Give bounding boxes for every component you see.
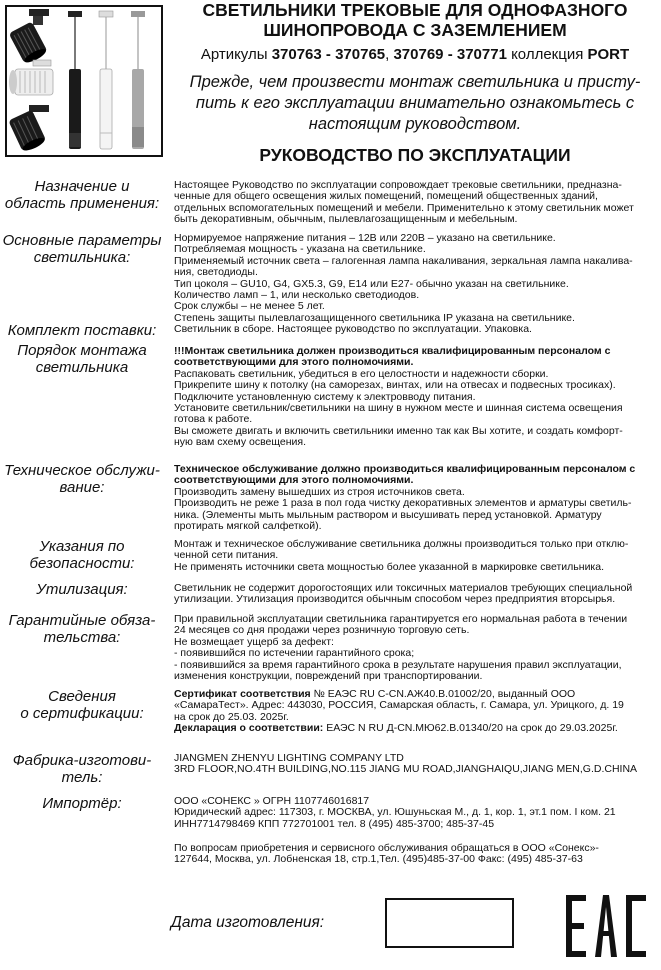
disposal-label: [0, 581, 164, 598]
params-label-line-2: светильника:: [33, 249, 131, 266]
importer-text: [174, 796, 658, 830]
maintenance-label: [0, 462, 164, 496]
warranty-label: [0, 612, 164, 646]
text-line: Применяемый источник света – галогенная лампа накаливания, зеркальная лампа накалива-: [174, 254, 633, 267]
text-line: [174, 723, 658, 734]
text-line: быть декоративным, обычным, пылевлагозащищенным и мебельным.: [174, 213, 518, 226]
service-contact-text: [174, 843, 658, 866]
cert-number: № ЕАЭС RU C-CN.АЖ40.В.01002/20, выданный ООО: [310, 688, 576, 700]
text-line: 24 месяцев со дня продажи через розничную торговую сеть.: [174, 624, 470, 637]
manufacture-date-label: Дата изготовления:: [170, 914, 325, 931]
text-line: - появившийся за время гарантийного срока в результате нарушения правил эксплуатации,: [174, 658, 622, 671]
articles-range-1: 370763 - 370765: [271, 46, 386, 63]
text-line: Юридический адрес: 117303, г. МОСКВА, ул. Юшуньская М., д. 1, кор. 1, эт.1 пом. I ком. 21: [174, 806, 616, 819]
collection-word: коллекция: [511, 46, 584, 63]
importer-label-line-1: Импортёр:: [42, 795, 122, 812]
warranty-text: [174, 614, 658, 682]
text-line: ния, светодиоды.: [174, 266, 258, 279]
factory-label-line-1: Фабрика-изготови-: [12, 752, 152, 769]
text-line: ООО «СОНЕКС » ОГРН 1107746016817: [174, 795, 370, 807]
text-line: Установите светильник/светильники на шину в нужном месте и шинная система освещения: [174, 402, 623, 415]
white-spotlight-middle: [9, 60, 53, 95]
pendant-black: [68, 11, 82, 149]
articles-separator: ,: [385, 46, 390, 63]
text-line: При правильной эксплуатации светильника гарантируется его нормальная работа в течении: [174, 613, 628, 625]
text-line: Нормируемое напряжение питания – 12В или 220В – указано на светильнике.: [174, 232, 556, 244]
manual-heading: РУКОВОДСТВО ПО ЭКСПЛУАТАЦИИ: [259, 145, 571, 165]
product-illustration: [7, 7, 161, 155]
title-line-1: СВЕТИЛЬНИКИ ТРЕКОВЫЕ ДЛЯ ОДНОФАЗНОГО: [202, 0, 628, 20]
text-line: Степень защиты пылевлагозащищенного светильника IP указана на светильнике.: [174, 311, 575, 324]
purpose-label-line-1: Назначение и: [34, 178, 130, 195]
articles-line: [170, 45, 660, 65]
safety-label: [0, 538, 164, 572]
decl-number: ЕАЭС N RU Д-CN.МЮ62.В.01340/20 на срок до 29.03.2025г.: [323, 722, 618, 735]
warning-line-1: Прежде, чем произвести монтаж светильника и присту-: [189, 73, 641, 91]
text-line: Прикрепите шину к потолку (на саморезах, винтах, или на отвесах и подвесных тросиках).: [174, 379, 616, 392]
warning-line-3: настоящим руководством.: [308, 115, 522, 133]
text-line: Не возмещает ущерб за дефект:: [174, 635, 334, 648]
disposal-label-line-1: Утилизация:: [36, 581, 128, 598]
text-line: Производить замену вышедших из строя источников света.: [174, 485, 465, 498]
text-line: Распаковать светильник, убедиться в его целостности и надежности сборки.: [174, 367, 549, 380]
text-line: JIANGMEN ZHENYU LIGHTING COMPANY LTD: [174, 752, 404, 764]
pendant-white: [99, 11, 113, 149]
purpose-text: [174, 180, 658, 226]
text-line: 3RD FLOOR,NO.4TH BUILDING,NO.115 JIANG MU ROAD,JIANGHAIQU,JIANG MEN,G.D.CHINA: [174, 763, 638, 776]
safety-text: [174, 539, 658, 573]
text-line: готова к работе.: [174, 413, 253, 426]
importer-label: [0, 795, 164, 812]
params-label: [0, 232, 164, 266]
purpose-label: [0, 178, 164, 212]
text-line: Производить не реже 1 раза в пол года чистку декоративных элементов и арматуры светиль-: [174, 497, 632, 510]
params-label-line-1: Основные параметры: [2, 232, 162, 249]
cert-bold: Сертификат соответствия: [174, 688, 311, 700]
text-line: ченные для общего освещения жилых помещений, помещений общественных зданий,: [174, 190, 598, 203]
params-text: [174, 233, 658, 324]
text-line: - появившийся по истечении гарантийного срока;: [174, 647, 415, 660]
disposal-text: [174, 583, 658, 606]
text-line: Количество ламп – 1, или несколько светодиодов.: [174, 289, 420, 302]
text-line: Тип цоколя – GU10, G4, GX5.3, G9, E14 или E27- обычно указан на светильнике.: [174, 277, 569, 290]
black-spotlight-bottom: [8, 105, 49, 153]
mounting-label: [0, 342, 164, 376]
mounting-text: [174, 346, 658, 449]
text-line: Потребляемая мощность - указана на светильнике.: [174, 243, 426, 256]
factory-text: [174, 753, 658, 776]
collection-name: PORT: [587, 46, 630, 63]
articles-prefix: Артикулы: [200, 46, 268, 63]
safety-label-line-2: безопасности:: [29, 555, 135, 572]
mounting-label-line-1: Порядок монтажа: [17, 342, 147, 359]
text-line: изменения конструкции, повреждений при транспортировании.: [174, 670, 483, 683]
cert-label-line-2: о сертификации:: [20, 705, 144, 722]
cert-label: [0, 688, 164, 722]
maintenance-text: [174, 464, 658, 532]
text-line: Монтаж и техническое обслуживание светильника должны производиться только при отклю-: [174, 538, 629, 550]
text-line: на срок до 25.03. 2025г.: [174, 710, 289, 723]
text-line: Светильник в сборе. Настоящее руководство по эксплуатации. Упаковка.: [174, 323, 532, 335]
warranty-label-line-1: Гарантийные обяза-: [8, 612, 156, 629]
warranty-label-line-2: тельства:: [43, 629, 121, 646]
factory-label-line-2: тель:: [61, 769, 103, 786]
text-line: ную вам схему освещения.: [174, 436, 307, 449]
text-line: Не применять источники света мощностью более указанной в маркировке светильника.: [174, 560, 605, 573]
bold-line: соответствующими для этого полномочиями.: [174, 356, 414, 369]
articles-range-2: 370769 - 370771: [393, 46, 507, 63]
mounting-label-line-2: светильника: [35, 359, 129, 376]
text-line: «СамараТест». Адрес: 443030, РОССИЯ, Самарская область, г. Самара, ул. Урицкого, д. 19: [174, 699, 624, 712]
warning-note: [170, 72, 660, 135]
bold-line: !!!Монтаж светильника должен производиться квалифицированным персоналом с: [174, 345, 611, 357]
maintenance-label-line-1: Техническое обслужи-: [4, 462, 160, 479]
pendant-grey: [131, 11, 145, 149]
kit-label-line-1: Комплект поставки:: [7, 322, 157, 339]
text-line: ника. (Элементы мыть мыльным раствором и высушивать перед установкой. Арматуру: [174, 508, 602, 521]
bold-line: соответствующими для этого полномочиями.: [174, 474, 414, 487]
product-image-box: [5, 5, 163, 157]
text-line: По вопросам приобретения и сервисного обслуживания обращаться в ООО «Сонекс»-: [174, 842, 599, 854]
text-line: Вы сможете двигать и включить светильники именно так как Вы хотите, и создать комфорт-: [174, 424, 623, 437]
cert-label-line-1: Сведения: [48, 688, 116, 705]
document-title: [170, 0, 660, 40]
text-line: Подключите установленную систему к электровводу питания.: [174, 390, 476, 403]
text-line: Срок службы – не менее 5 лет.: [174, 300, 325, 313]
text-line: ИНН7714798469 КПП 772701001 тел. 8 (495) 485-3700; 485-37-45: [174, 817, 495, 830]
decl-bold: Декларация о соответствии:: [174, 722, 324, 735]
black-spotlight-top: [9, 9, 49, 65]
title-line-2: ШИНОПРОВОДА С ЗАЗЕМЛЕНИЕМ: [263, 20, 567, 40]
factory-label: [0, 752, 164, 786]
text-line: утилизации. Утилизация производится обычным способом через предприятия вторсырья.: [174, 593, 616, 606]
text-line: Настоящее Руководство по эксплуатации сопровождает трековые светильники, предназна-: [174, 179, 622, 191]
eac-mark-icon: [566, 895, 646, 957]
text-line: 127644, Москва, ул. Лобненская 18, стр.1,Тел. (495)485-37-00 Факс: (495) 485-37-63: [174, 853, 583, 866]
safety-label-line-1: Указания по: [39, 538, 125, 555]
bold-line: Техническое обслуживание должно производиться квалифицированным персоналом с: [174, 463, 636, 475]
purpose-label-line-2: область применения:: [4, 195, 160, 212]
kit-text: [174, 324, 658, 335]
text-line: протирать мягкой салфеткой).: [174, 520, 322, 533]
warning-line-2: пить к его эксплуатации внимательно ознакомьтесь с: [195, 94, 635, 112]
manufacture-date-box: [385, 898, 514, 948]
cert-text: [174, 689, 658, 735]
text-line: ченной сети питания.: [174, 549, 279, 562]
kit-label: [0, 322, 164, 339]
text-line: отдельных вспомогательных помещений и мебели. Применительно к этому светильник может: [174, 201, 634, 214]
text-line: Светильник не содержит дорогостоящих или токсичных материалов требующих специальной: [174, 582, 633, 594]
maintenance-label-line-2: вание:: [59, 479, 105, 496]
